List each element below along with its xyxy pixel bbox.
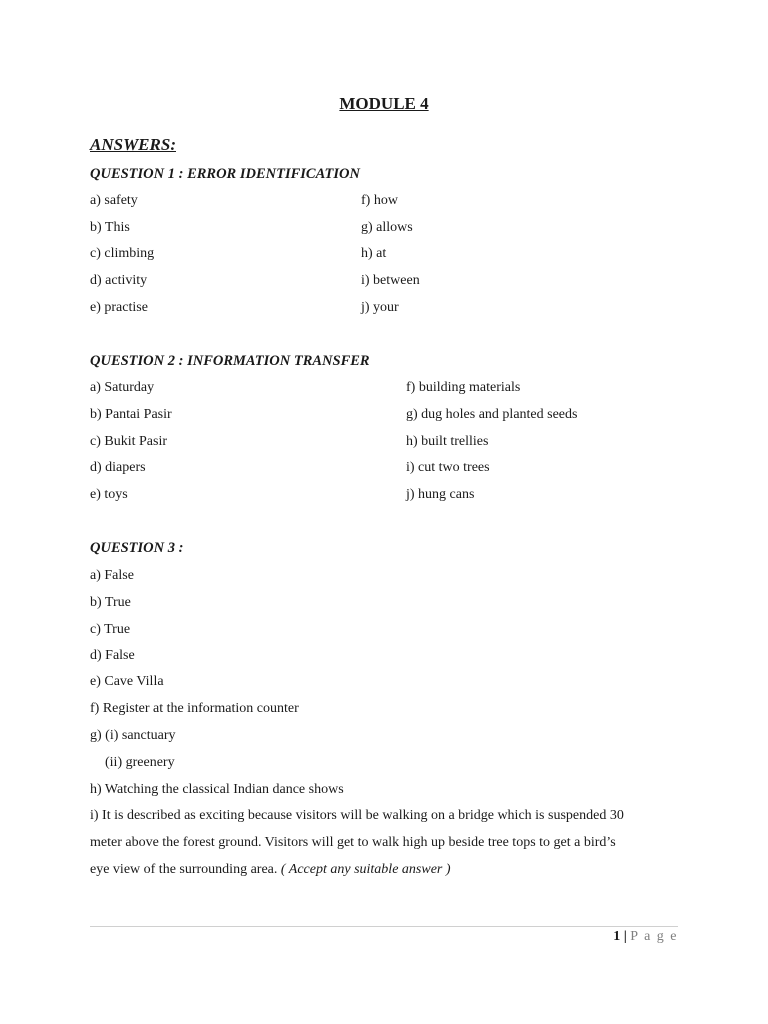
q3-answer-i-line-3-text: eye view of the surrounding area. (90, 862, 278, 877)
q1-answer-e: e) practise (90, 300, 148, 315)
q2-answer-g: g) dug holes and planted seeds (406, 407, 578, 422)
q3-answer-g-ii: (ii) greenery (105, 755, 175, 770)
q3-answer-b: b) True (90, 595, 131, 610)
q1-answer-h: h) at (361, 246, 387, 261)
question-1-heading: QUESTION 1 : ERROR IDENTIFICATION (90, 166, 360, 182)
page-footer (613, 928, 678, 946)
q1-answer-d: d) activity (90, 273, 148, 288)
q3-answer-i-line-3 (90, 861, 451, 879)
q3-answer-i-line-1: i) It is described as exciting because visitors will be walking on a bridge which is suspended 30 (90, 808, 624, 823)
q2-answer-a: a) Saturday (90, 380, 155, 395)
q3-answer-c: c) True (90, 622, 131, 637)
q3-answer-e: e) Cave Villa (90, 674, 164, 689)
q2-answer-c: c) Bukit Pasir (90, 434, 167, 449)
page-title: MODULE 4 (339, 94, 429, 113)
q1-answer-f: f) how (361, 193, 398, 208)
q2-answer-d: d) diapers (90, 460, 146, 475)
page-number: 1 (613, 929, 621, 944)
q3-answer-d: d) False (90, 648, 135, 663)
footer-separator: | (623, 929, 627, 944)
q3-answer-h: h) Watching the classical Indian dance shows (90, 782, 344, 797)
footer-divider (90, 926, 678, 927)
q3-answer-g-i: g) (i) sanctuary (90, 728, 176, 743)
question-2-heading: QUESTION 2 : INFORMATION TRANSFER (90, 353, 370, 369)
q1-answer-b: b) This (90, 220, 130, 235)
q1-answer-c: c) climbing (90, 246, 155, 261)
q2-answer-h: h) built trellies (406, 434, 489, 449)
question-3-heading: QUESTION 3 : (90, 540, 184, 556)
q1-answer-i: i) between (361, 273, 420, 288)
q1-answer-g: g) allows (361, 220, 413, 235)
page-label: P a g e (630, 929, 678, 944)
q2-answer-e: e) toys (90, 487, 128, 502)
q3-answer-i-line-2: meter above the forest ground. Visitors will get to walk high up beside tree tops to get a bird’s (90, 835, 616, 850)
q1-answer-a: a) safety (90, 193, 138, 208)
q2-answer-f: f) building materials (406, 380, 521, 395)
accept-answer-note: ( Accept any suitable answer ) (280, 862, 451, 877)
q2-answer-b: b) Pantai Pasir (90, 407, 172, 422)
q2-answer-i: i) cut two trees (406, 460, 490, 475)
q3-answer-a: a) False (90, 568, 134, 583)
q1-answer-j: j) your (361, 300, 399, 315)
q3-answer-f: f) Register at the information counter (90, 701, 299, 716)
q2-answer-j: j) hung cans (406, 487, 475, 502)
answers-heading: ANSWERS: (90, 135, 176, 154)
